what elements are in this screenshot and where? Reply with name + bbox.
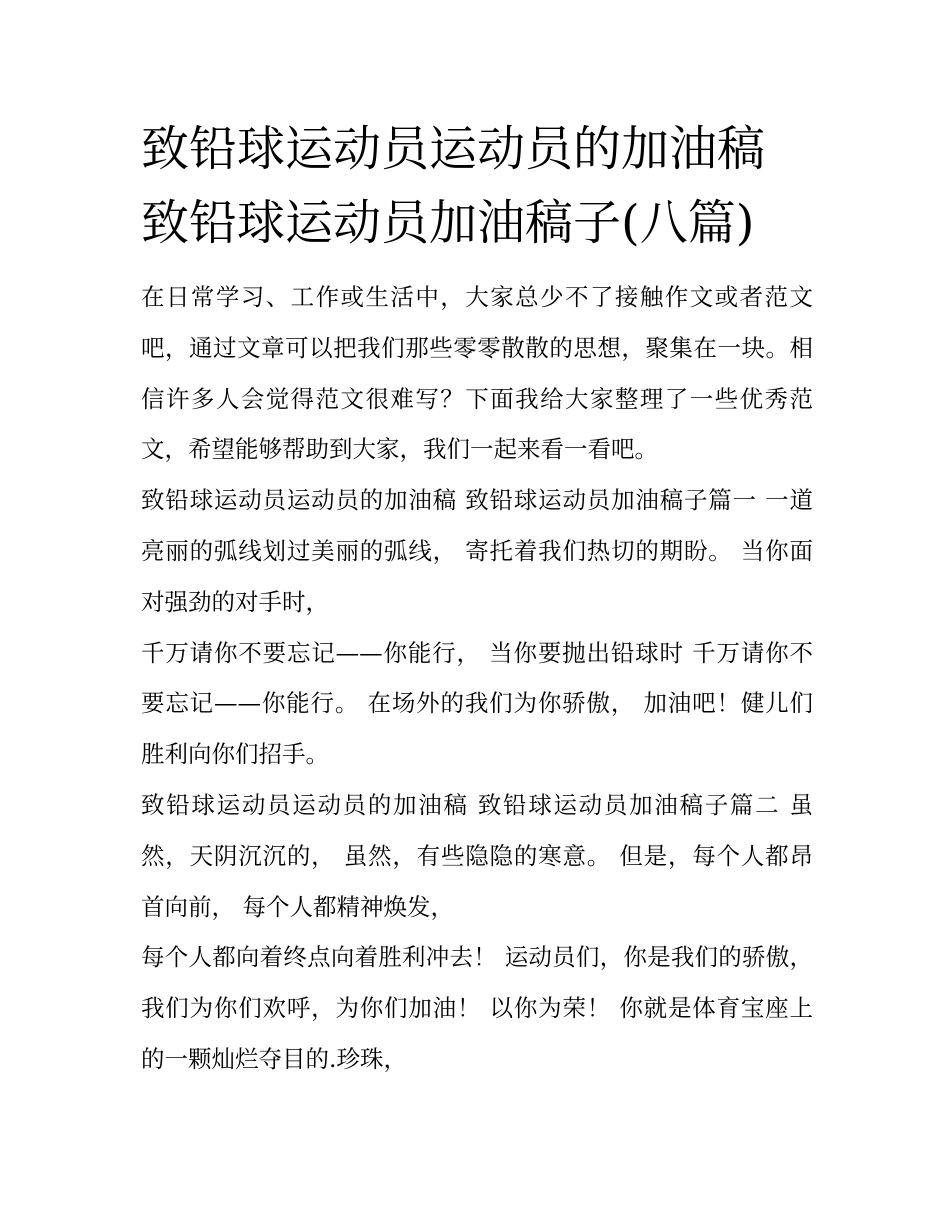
document-body [141,272,813,1085]
title-line-2: 致铅球运动员加油稿子(八篇) [141,195,755,251]
paragraph-essay-two-part-2: 每个人都向着终点向着胜利冲去！ 运动员们，你是我们的骄傲， 我们为你们欢呼，为你们加油！ 以你为荣！ 你就是体育宝座上的一颗灿烂夺目的.珍珠， [141,943,813,1073]
paragraph-essay-one-part-1: 致铅球运动员运动员的加油稿 致铅球运动员加油稿子篇一 一道亮丽的弧线划过美丽的弧线， 寄托着我们热切的期盼。 当你面对强劲的对手时， [141,486,813,616]
paragraph-essay-two-part-1: 致铅球运动员运动员的加油稿 致铅球运动员加油稿子篇二 虽然，天阴沉沉的， 虽然，有些隐隐的寒意。 但是，每个人都昂首向前， 每个人都精神焕发， [141,790,813,921]
title-line-1: 致铅球运动员运动员的加油稿 [141,121,766,177]
document-title [141,112,813,260]
paragraph-intro: 在日常学习、工作或生活中，大家总少不了接触作文或者范文吧，通过文章可以把我们那些零零散散的思想，聚集在一块。相信许多人会觉得范文很难写？下面我给大家整理了一些优秀范文，希望能够帮助到大家，我们一起来看一看吧。 [141,283,813,464]
paragraph-essay-one-part-2: 千万请你不要忘记——你能行， 当你要抛出铅球时 千万请你不要忘记——你能行。 在场外的我们为你骄傲， 加油吧！健儿们胜利向你们招手。 [141,638,813,769]
document-content [141,112,813,1085]
